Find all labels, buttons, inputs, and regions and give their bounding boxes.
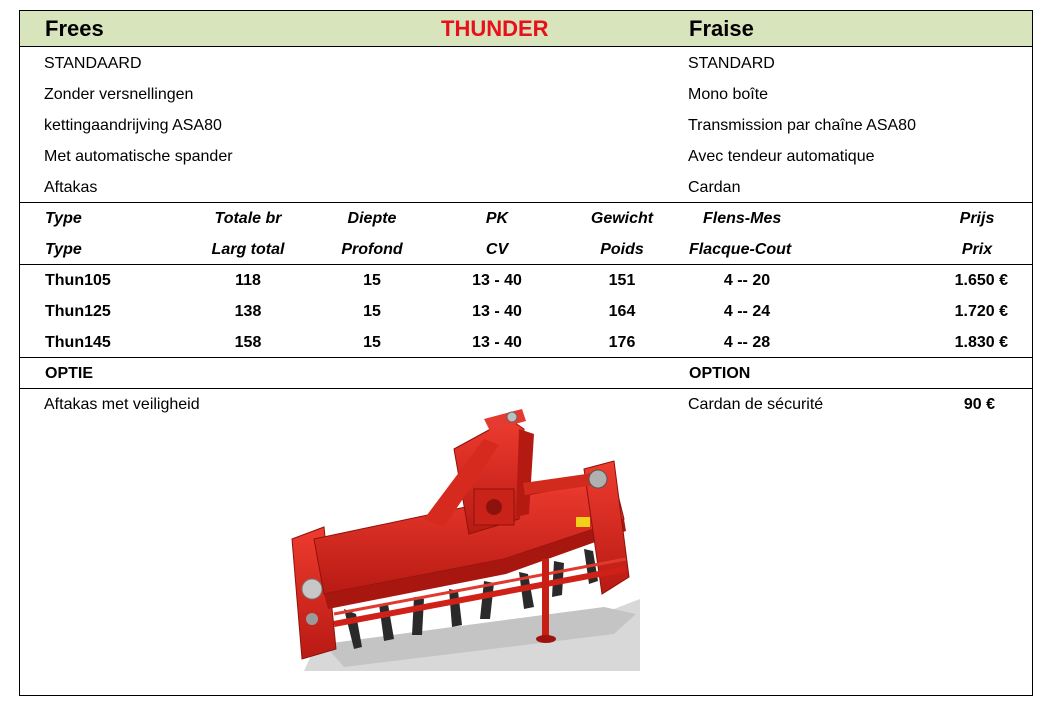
divider [20,202,1032,203]
col-header-power-fr: CV [485,241,509,258]
spec-nl-3: kettingaandrijving ASA80 [44,117,222,134]
option-price: 90 € [963,396,995,413]
tiller-image [284,409,640,671]
option-item-nl: Aftakas met veiligheid [44,396,200,413]
col-header-type-nl: Type [45,210,82,227]
spec-fr-3: Transmission par chaîne ASA80 [688,117,916,134]
table-cell-type: Thun105 [45,272,111,289]
col-header-weight-fr: Poids [600,241,644,258]
spec-fr-4: Avec tendeur automatique [688,148,875,165]
col-header-depth-nl: Diepte [347,210,397,227]
table-cell-type: Thun145 [45,334,111,351]
divider [20,357,1032,358]
col-header-power-nl: PK [485,210,509,227]
table-cell-width: 138 [234,303,262,320]
header-title-fr: Fraise [689,16,754,41]
spec-nl-5: Aftakas [44,179,98,196]
spec-fr-5: Cardan [688,179,741,196]
table-cell-power: 13 - 40 [472,303,522,320]
col-header-width-nl: Totale br [214,210,282,227]
col-header-price-nl: Prijs [959,210,995,227]
option-label-nl: OPTIE [45,365,94,382]
table-cell-flange: 4 -- 20 [723,272,771,289]
col-header-type-fr: Type [45,241,82,258]
table-cell-depth: 15 [363,303,381,320]
header-brand: THUNDER [441,16,549,41]
spec-nl-2: Zonder versnellingen [44,86,194,103]
table-cell-depth: 15 [363,334,381,351]
table-cell-flange: 4 -- 24 [723,303,771,320]
table-cell-price: 1.720 € [954,303,1008,320]
spec-fr-1: STANDARD [688,55,775,72]
table-cell-width: 118 [235,272,261,289]
table-cell-width: 158 [234,334,262,351]
col-header-depth-fr: Profond [341,241,403,258]
table-cell-weight: 164 [608,303,636,320]
table-cell-weight: 151 [608,272,636,289]
table-cell-depth: 15 [363,272,381,289]
table-cell-flange: 4 -- 28 [723,334,771,351]
spec-fr-2: Mono boîte [688,86,769,103]
col-header-flange-nl: Flens-Mes [703,210,782,227]
col-header-price-fr: Prix [961,241,993,258]
table-cell-price: 1.830 € [954,334,1008,351]
spec-nl-4: Met automatische spander [44,148,233,165]
col-header-weight-nl: Gewicht [590,210,654,227]
option-label-fr: OPTION [689,365,751,382]
header-bar [20,11,1032,47]
price-sheet [19,10,1033,696]
table-cell-price: 1.650 € [954,272,1008,289]
spec-nl-1: STANDAARD [44,55,142,72]
table-cell-power: 13 - 40 [472,272,522,289]
header-title-nl: Frees [45,16,104,41]
table-cell-type: Thun125 [45,303,111,320]
col-header-width-fr: Larg total [211,241,285,258]
table-cell-weight: 176 [608,334,636,351]
divider [20,388,1032,389]
table-cell-power: 13 - 40 [472,334,522,351]
col-header-flange-fr: Flacque-Cout [689,241,792,258]
divider [20,264,1032,265]
option-item-fr: Cardan de sécurité [688,396,824,413]
